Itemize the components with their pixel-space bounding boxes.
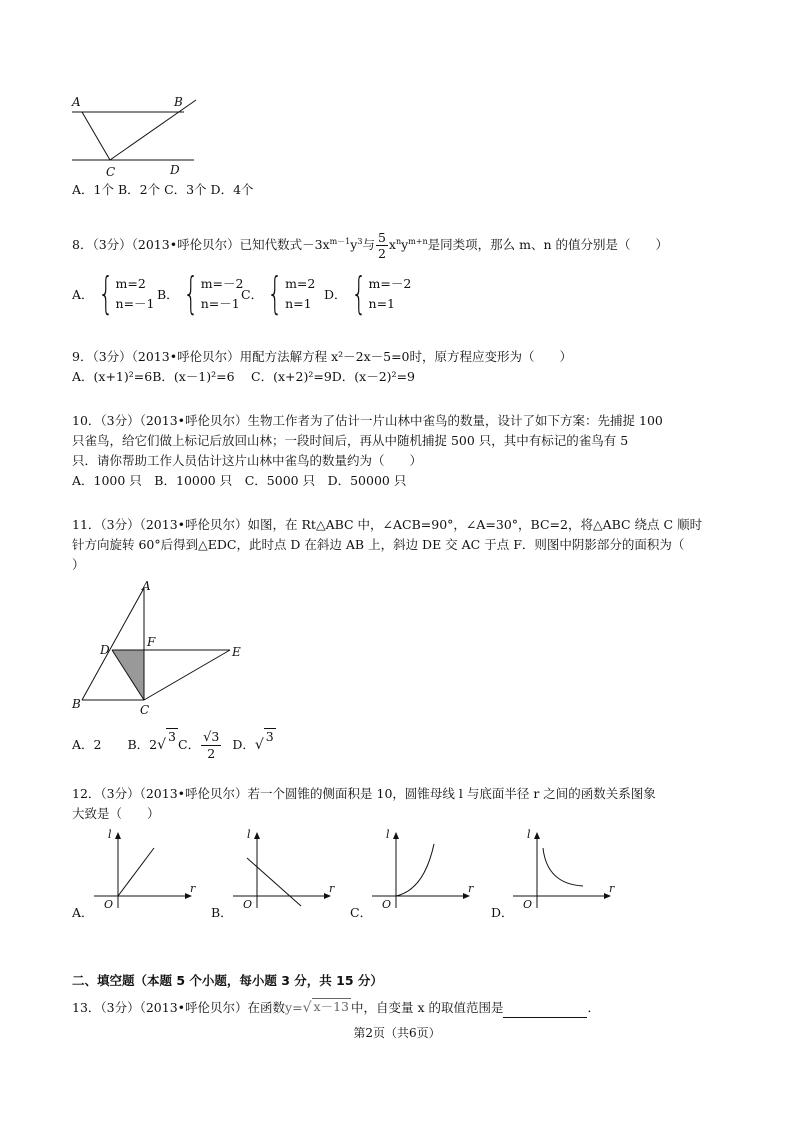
q11-opt-c-den: 2 — [207, 745, 216, 761]
q7-figure — [66, 94, 206, 182]
q12-line1: 12．（3分）（2013•呼伦贝尔）若一个圆锥的侧面积是 10，圆锥母线 l 与底面半径 r 之间的函数关系图象 — [72, 786, 656, 801]
q8-frac-num: 5 — [377, 230, 386, 245]
brace-icon: { — [97, 268, 114, 319]
q7-label-b: B — [174, 95, 183, 109]
q13-func-lhs: y= — [285, 1000, 303, 1015]
q11-opt-b-rad: 3 — [168, 729, 176, 744]
q7-options: A．1个 B．2个 C．3个 D．4个 — [72, 182, 254, 197]
q8-exp4: m+n — [408, 236, 428, 246]
q10-line2: 只雀鸟，给它们做上标记后放回山林；一段时间后，再从中随机捕捉 500 只，其中有标记的雀鸟有 5 — [72, 433, 629, 448]
q12-option-d: D． — [491, 905, 514, 920]
q8-mid3: x — [388, 237, 396, 252]
q13-function — [285, 998, 351, 1018]
q8-opt-d-line2: n=1 — [368, 296, 396, 311]
q11-line2: 针方向旋转 60°后得到△EDC，此时点 D 在斜边 AB 上，斜边 DE 交 AC 于点 F．则图中阴影部分的面积为（ — [72, 537, 685, 552]
q8-fraction — [376, 230, 388, 261]
section-heading: 二、填空题（本题 5 个小题，每小题 3 分，共 15 分） — [72, 973, 383, 988]
q13-end: ． — [587, 1000, 600, 1015]
sqrt-icon: √ — [302, 1000, 312, 1016]
q12-d-axis-r: r — [609, 882, 615, 895]
q8-opt-b-label: B． — [157, 287, 179, 302]
q12-a-axis-r: r — [190, 882, 196, 895]
q8-frac-den: 2 — [377, 246, 386, 261]
q8-opt-a-line1: m=2 — [115, 276, 146, 291]
q8-exp3: n — [395, 236, 402, 246]
q11-opt-d-label: D． — [232, 737, 255, 752]
q11-label-b: B — [72, 697, 81, 711]
q11-label-a: A — [142, 579, 151, 593]
q8-mid1: y — [350, 237, 358, 252]
brace-icon: { — [267, 268, 283, 319]
q12-c-origin: O — [382, 898, 392, 911]
q8-suffix: 是同类项，那么 m、n 的值分别是（ ） — [427, 237, 668, 252]
q12-graph-c — [368, 828, 478, 912]
q9-options: A．(x+1)²=6B．(x－1)²=6 C．(x+2)²=9D．(x－2)²=9 — [72, 369, 415, 384]
q8-mid2: 与 — [362, 237, 375, 252]
q11-opt-d-value — [255, 728, 276, 762]
q10-line1: 10．（3分）（2013•呼伦贝尔）生物工作者为了估计一片山林中雀鸟的数量，设计了如下方案：先捕捉 100 — [72, 413, 663, 428]
q10-options: A．1000 只 B．10000 只 C．5000 只 D．50000 只 — [72, 473, 407, 488]
q8-opt-a-label: A． — [72, 287, 94, 302]
q12-option-b: B． — [211, 905, 233, 920]
q8-opt-c-line1: m=2 — [285, 276, 316, 291]
q11-opt-b-value — [149, 728, 178, 762]
q13-suffix: 中，自变量 x 的取值范围是 — [350, 1000, 504, 1015]
q8-option-a — [72, 268, 155, 319]
q11-line3: ） — [72, 557, 85, 572]
q8-opt-d-label: D． — [324, 287, 347, 302]
q12-graph-b — [229, 828, 339, 912]
q12-d-axis-l: l — [527, 828, 531, 841]
q9-stem: 9．（3分）（2013•呼伦贝尔）用配方法解方程 x²－2x－5=0时，原方程应变形为（ ） — [72, 349, 573, 364]
page-footer: 第2页（共6页） — [353, 1026, 441, 1040]
q8-stem — [72, 230, 668, 261]
q11-opt-b-coef: 2 — [149, 737, 158, 752]
q11-opt-d-rad: 3 — [265, 729, 274, 744]
q12-option-c: C． — [350, 905, 373, 920]
q8-prefix: 8．（3分）（2013•呼伦贝尔）已知代数式－3x — [72, 237, 330, 252]
q11-opt-c-num — [201, 730, 221, 746]
q12-line2: 大致是（ ） — [72, 806, 160, 821]
q12-graph-a — [90, 828, 200, 912]
sqrt-icon: √ — [254, 737, 264, 753]
q12-c-axis-r: r — [468, 882, 474, 895]
q11-label-d: D — [100, 643, 110, 657]
q8-opt-c-line2: n=1 — [285, 296, 312, 311]
q8-option-d — [324, 268, 412, 319]
q8-mid4: y — [401, 237, 409, 252]
q12-b-axis-l: l — [247, 828, 251, 841]
brace-icon: { — [350, 268, 367, 319]
q12-d-origin: O — [523, 898, 533, 911]
q11-line1: 11．（3分）（2013•呼伦贝尔）如图，在 Rt△ABC 中，∠ACB=90°，∠A=30°，BC=2，将△ABC 绕点 C 顺时 — [72, 517, 703, 532]
q7-label-a: A — [72, 95, 81, 109]
q8-exp1: m－1 — [329, 236, 351, 246]
q12-option-a: A． — [72, 905, 94, 920]
q8-opt-b-line1: m=－2 — [200, 276, 244, 291]
q12-a-origin: O — [104, 898, 114, 911]
q11-label-c: C — [140, 703, 150, 717]
q12-graph-d — [509, 828, 619, 912]
q10-line3: 只．请你帮助工作人员估计这片山林中雀鸟的数量约为（ ） — [72, 453, 423, 468]
q12-b-axis-r: r — [329, 882, 335, 895]
q11-figure — [66, 576, 256, 718]
sqrt-icon: √ — [203, 729, 212, 745]
q11-opt-c-value — [201, 730, 221, 761]
q8-opt-d-line1: m=－2 — [368, 276, 412, 291]
q8-option-b — [157, 268, 244, 319]
q7-label-d: D — [170, 163, 180, 177]
q12-a-axis-l: l — [108, 828, 112, 841]
q11-options — [72, 728, 276, 762]
q11-opt-a: A．2 — [72, 737, 102, 752]
q8-opt-b-line2: n=－1 — [200, 296, 240, 311]
q11-opt-b-label: B． — [127, 737, 150, 752]
q7-label-c: C — [106, 165, 116, 179]
q8-opt-a-line2: n=－1 — [115, 296, 155, 311]
q8-option-c — [241, 268, 316, 319]
q11-label-e: E — [232, 645, 241, 659]
q11-opt-c-label: C． — [178, 737, 201, 752]
q13-stem — [72, 998, 600, 1018]
q8-opt-c-label: C． — [241, 287, 264, 302]
brace-icon: { — [182, 268, 199, 319]
q8-exp2: 3 — [357, 236, 363, 246]
q13-func-rad: x－13 — [313, 999, 349, 1014]
q12-c-axis-l: l — [386, 828, 390, 841]
q11-label-f: F — [147, 635, 156, 649]
q11-opt-c-rad: 3 — [211, 728, 220, 744]
q13-answer-blank[interactable] — [503, 1003, 587, 1018]
q12-b-origin: O — [243, 898, 253, 911]
q13-prefix: 13．（3分）（2013•呼伦贝尔）在函数 — [72, 1000, 286, 1015]
sqrt-icon: √ — [157, 737, 167, 753]
